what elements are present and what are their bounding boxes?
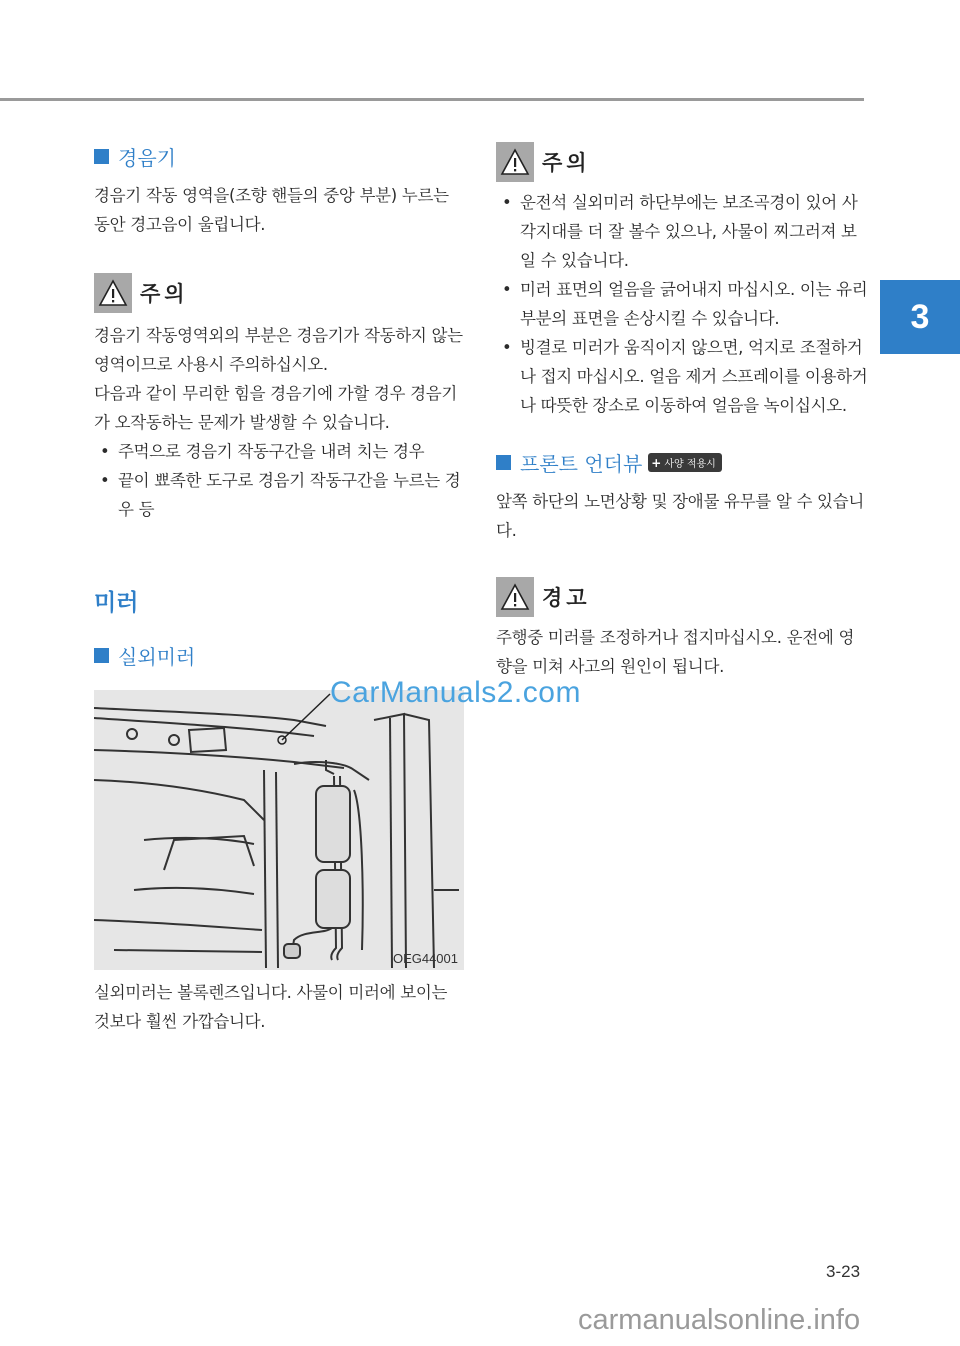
- outside-mirror-heading: [94, 641, 464, 670]
- warning-title: 경고: [542, 586, 591, 610]
- option-badge-label: 사양 적용시: [664, 459, 716, 470]
- square-bullet-icon: [496, 455, 511, 470]
- caution-bullet-list: [94, 437, 464, 524]
- left-column: [94, 140, 464, 1036]
- front-under-view-heading: [496, 448, 868, 477]
- horn-text: 경음기 작동 영역을(조향 핸들의 중앙 부분) 누르는 동안 경고음이 울립니다.: [94, 186, 449, 234]
- plus-icon: +: [651, 455, 662, 470]
- option-badge: [648, 453, 722, 472]
- top-rule: [0, 98, 864, 101]
- horn-heading-text: 경음기: [118, 146, 176, 170]
- mirror-caution-heading: [496, 142, 868, 182]
- list-item: • 운전석 실외미러 하단부에는 보조곡경이 있어 사각지대를 더 잘 볼수 있으나, 사물이 찌그러져 보일 수 있습니다.: [496, 188, 868, 275]
- outside-mirror-illustration: [94, 690, 464, 970]
- front-under-view-heading-text: 프론트 언더뷰: [520, 452, 643, 476]
- mirror-drawing: [94, 690, 464, 970]
- outside-mirror-heading-text: 실외미러: [118, 645, 196, 669]
- caution-heading: [94, 273, 464, 313]
- mirror-caution-bullet-list: [496, 188, 868, 420]
- warning-heading: [496, 577, 868, 617]
- list-item: • 빙결로 미러가 움직이지 않으면, 억지로 조절하거나 접지 마십시오. 얼음 제거 스프레이를 이용하거나 따뜻한 장소로 이동하여 얼음을 녹이십시오.: [496, 333, 868, 420]
- warning-triangle-icon: [496, 577, 534, 617]
- warning-triangle-icon: [94, 273, 132, 313]
- chapter-tab[interactable]: 3: [880, 280, 960, 354]
- square-bullet-icon: [94, 648, 109, 663]
- square-bullet-icon: [94, 149, 109, 164]
- mirror-heading: 미러: [94, 590, 139, 616]
- caution-title: 주의: [140, 282, 189, 306]
- horn-heading: [94, 142, 464, 171]
- figure-code: OEG44001: [392, 951, 458, 966]
- warning-triangle-icon: [496, 142, 534, 182]
- caution-paragraph-1: 경음기 작동영역외의 부분은 경음기가 작동하지 않는 영역이므로 사용시 주의하십시오.: [94, 326, 463, 374]
- list-item: • 미러 표면의 얼음을 긁어내지 마십시오. 이는 유리부분의 표면을 손상시킬 수 있습니다.: [496, 275, 868, 333]
- warning-text: 주행중 미러를 조정하거나 접지마십시오. 운전에 영향을 미쳐 사고의 원인이 됩니다.: [496, 628, 855, 676]
- front-under-view-text: 앞쪽 하단의 노면상황 및 장애물 유무를 알 수 있습니다.: [496, 492, 864, 540]
- page-number: 3-23: [826, 1262, 861, 1281]
- caution-paragraph-2: 다음과 같이 무리한 힘을 경음기에 가할 경우 경음기가 오작동하는 문제가 발생할 수 있습니다.: [94, 384, 458, 432]
- caution-title: 주의: [542, 151, 591, 175]
- watermark-text: CarManuals2.com: [330, 676, 581, 709]
- right-column: [496, 140, 868, 681]
- list-item: • 주먹으로 경음기 작동구간을 내려 치는 경우: [94, 437, 464, 466]
- footer-url[interactable]: carmanualsonline.info: [578, 1304, 861, 1336]
- list-item: • 끝이 뾰족한 도구로 경음기 작동구간을 누르는 경우 등: [94, 466, 464, 524]
- outside-mirror-text: 실외미러는 볼록렌즈입니다. 사물이 미러에 보이는 것보다 훨씬 가깝습니다.: [94, 983, 448, 1031]
